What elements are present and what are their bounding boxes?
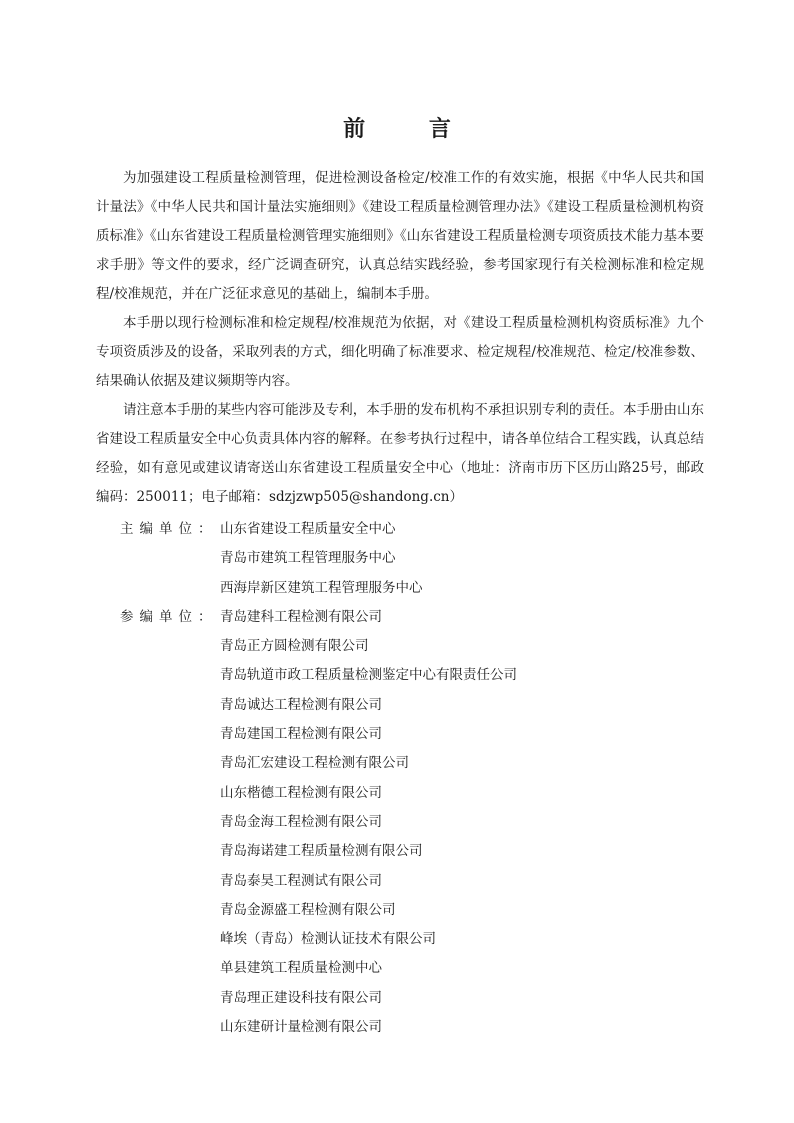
list-item	[120, 984, 720, 1013]
unit-name: 青岛轨道市政工程质量检测鉴定中心有限责任公司	[220, 667, 517, 684]
paragraph-2: 本手册以现行检测标准和检定规程/校准规范为依据，对《建设工程质量检测机构资质标准》九个专项资质涉及的设备，采取列表的方式，细化明确了标准要求、检定规程/校准规范、检定/校准参数、结果确认依据及建议频期等内容。	[96, 315, 704, 389]
unit-name: 山东建研计量检测有限公司	[220, 1019, 382, 1036]
unit-name: 西海岸新区建筑工程管理服务中心	[220, 579, 423, 596]
unit-name: 青岛金海工程检测有限公司	[220, 813, 382, 830]
list-item	[120, 1013, 720, 1042]
chief-units-label: 主编单位：	[120, 521, 218, 537]
unit-name: 青岛金源盛工程检测有限公司	[220, 901, 396, 918]
list-item	[120, 867, 720, 896]
list-item	[120, 691, 720, 720]
unit-name: 青岛建科工程检测有限公司	[220, 608, 382, 625]
list-item	[120, 925, 720, 954]
list-item	[120, 896, 720, 925]
page-title: 前 言	[343, 116, 479, 142]
unit-name: 青岛正方圆检测有限公司	[220, 638, 369, 655]
unit-name: 山东省建设工程质量安全中心	[220, 521, 396, 537]
unit-name: 山东楷德工程检测有限公司	[220, 784, 382, 801]
list-item	[120, 779, 720, 808]
unit-name: 青岛理正建设科技有限公司	[220, 989, 382, 1006]
unit-name: 青岛建国工程检测有限公司	[220, 726, 382, 743]
paragraph-1: 为加强建设工程质量检测管理，促进检测设备检定/校准工作的有效实施，根据《中华人民共和国计量法》《中华人民共和国计量法实施细则》《建设工程质量检测管理办法》《建设工程质量检测机构资质标准》《山东省建设工程质量检测管理实施细则》《山东省建设工程质量检测专项资质技术能力基本要求手册》等文件的要求，经广泛调查研究，认真总结实践经验，参考国家现行有关检测标准和检定规程/校准规范，并在广泛征求意见的基础上，编制本手册。	[96, 170, 704, 302]
list-item	[120, 954, 720, 983]
list-item	[120, 515, 720, 544]
paragraph-3: 请注意本手册的某些内容可能涉及专利，本手册的发布机构不承担识别专利的责任。本手册由山东省建设工程质量安全中心负责具体内容的解释。在参考执行过程中，请各单位结合工程实践，认真总结经验，如有意见或建议请寄送山东省建设工程质量安全中心（地址：济南市历下区历山路25号，邮政编码：250011；电子邮箱：sdzjzwp505@shandong.cn）	[96, 402, 704, 505]
unit-name: 青岛泰昊工程测试有限公司	[220, 872, 382, 889]
units-section	[120, 515, 720, 1042]
list-item	[120, 632, 720, 661]
list-item	[120, 720, 720, 749]
participating-units-label: 参编单位：	[120, 608, 218, 625]
list-item	[120, 808, 720, 837]
list-item	[120, 749, 720, 778]
unit-name: 青岛海诺建工程质量检测有限公司	[220, 843, 423, 860]
list-item	[120, 837, 720, 866]
unit-name: 青岛汇宏建设工程检测有限公司	[220, 755, 409, 772]
participating-units-group	[120, 603, 720, 1042]
preface-body	[96, 164, 704, 512]
unit-name: 青岛市建筑工程管理服务中心	[220, 550, 396, 567]
list-item	[120, 603, 720, 632]
chief-units-group	[120, 515, 720, 603]
list-item	[120, 661, 720, 690]
unit-name: 青岛诚达工程检测有限公司	[220, 696, 382, 713]
list-item	[120, 544, 720, 573]
list-item	[120, 574, 720, 603]
unit-name: 单县建筑工程质量检测中心	[220, 960, 382, 977]
unit-name: 峰埃（青岛）检测认证技术有限公司	[220, 931, 436, 948]
